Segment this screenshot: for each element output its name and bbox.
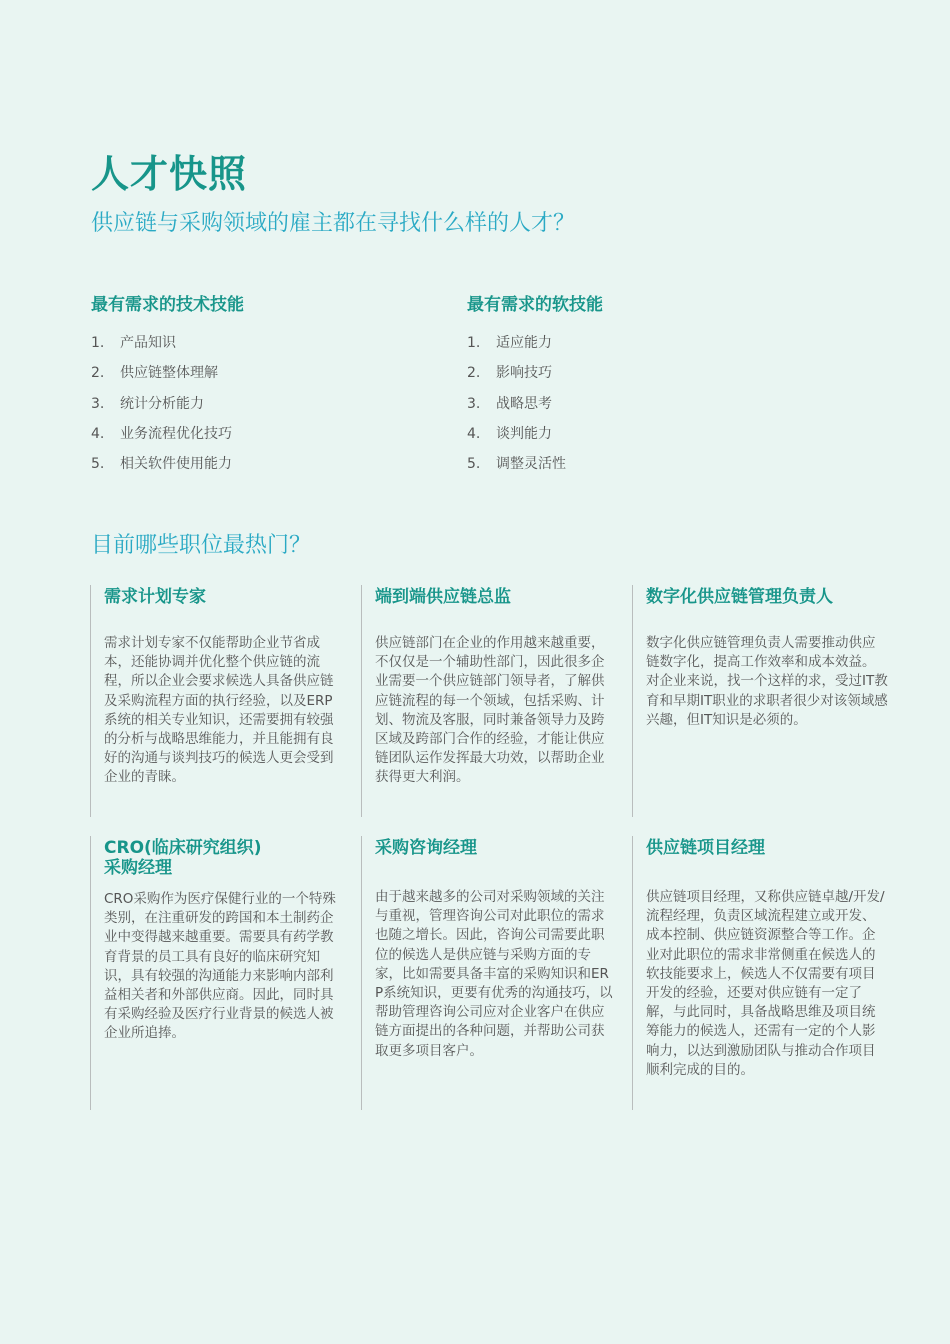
list-item xyxy=(467,454,807,484)
item-number: 4. xyxy=(467,425,481,442)
item-number: 3. xyxy=(467,395,481,412)
item-number: 3. xyxy=(91,395,105,412)
role-card-e2e-director xyxy=(361,585,617,817)
soft-skills-heading: 最有需求的软技能 xyxy=(467,295,603,315)
item-label: 战略思考 xyxy=(496,395,552,412)
soft-skills-section xyxy=(467,290,807,484)
list-item xyxy=(467,424,807,454)
list-item xyxy=(91,333,431,363)
role-description: 需求计划专家不仅能帮助企业节省成本，还能协调并优化整个供应链的流程，所以企业会要求候选人具备供应链及采购流程方面的执行经验，以及ERP系统的相关专业知识，还需要拥有较强的分析与战略思维能力，并且能拥有良好的沟通与谈判技巧的候选人更会受到企业的青睐。 xyxy=(104,635,334,786)
role-card-demand-planner xyxy=(90,585,346,817)
role-title: 端到端供应链总监 xyxy=(375,587,511,607)
role-description: 供应链项目经理，又称供应链卓越/开发/流程经理，负责区域流程建立或开发、成本控制、供应链资源整合等工作。企业对此职位的需求非常侧重在候选人的软技能要求上，候选人不仅需要有项目开发的经验，还要对供应链有一定了解，与此同时，具备战略思维及项目统筹能力的候选人，还需有一定的个人影响力，以达到激励团队与推动合作项目顺利完成的目的。 xyxy=(646,889,885,1078)
item-number: 4. xyxy=(91,425,105,442)
item-number: 5. xyxy=(467,456,481,473)
item-label: 影响技巧 xyxy=(496,365,552,382)
item-number: 2. xyxy=(467,365,481,382)
role-title: 数字化供应链管理负责人 xyxy=(646,587,833,607)
list-item xyxy=(91,394,431,424)
item-label: 业务流程优化技巧 xyxy=(120,425,232,442)
list-item xyxy=(91,454,431,484)
item-label: 产品知识 xyxy=(120,335,176,351)
item-label: 统计分析能力 xyxy=(120,395,204,412)
page-subtitle: 供应链与采购领域的雇主都在寻找什么样的人才？ xyxy=(91,211,576,236)
role-description: 供应链部门在企业的作用越来越重要，不仅仅是一个辅助性部门，因此很多企业需要一个供应链部门领导者，了解供应链流程的每一个领域，包括采购、计划、物流及客服，同时兼备领导力及跨区域及跨部门合作的经验，才能让供应链团队运作发挥最大功效，以帮助企业获得更大利润。 xyxy=(375,635,605,786)
list-item xyxy=(91,424,431,454)
role-card-digital-lead xyxy=(632,585,888,817)
role-description: 数字化供应链管理负责人需要推动供应链数字化，提高工作效率和成本效益。对企业来说，找一个这样的求，受过IT教育和早期IT职业的求职者很少对该领域感兴趣，但IT知识是必须的。 xyxy=(646,635,888,728)
role-title xyxy=(104,838,344,878)
hot-roles-heading: 目前哪些职位最热门？ xyxy=(91,533,312,558)
role-card-cro-procurement xyxy=(90,836,346,1110)
role-title: 采购咨询经理 xyxy=(375,838,477,858)
role-description: 由于越来越多的公司对采购领域的关注与重视，管理咨询公司对此职位的需求也随之增长。因此，咨询公司需要此职位的候选人是供应链与采购方面的专家，比如需要具备丰富的采购知识和ERP系统知识，更要有优秀的沟通技巧，以帮助管理咨询公司应对企业客户在供应链方面提出的各种问题，并帮助公司获取更多项目客户。 xyxy=(375,889,613,1059)
item-number: 1. xyxy=(467,335,481,351)
role-title: 供应链项目经理 xyxy=(646,838,765,858)
list-item xyxy=(467,394,807,424)
item-label: 供应链整体理解 xyxy=(120,365,218,382)
tech-skills-heading: 最有需求的技术技能 xyxy=(91,295,244,315)
role-card-procurement-consulting xyxy=(361,836,617,1110)
tech-skills-list xyxy=(91,333,431,484)
list-item xyxy=(467,363,807,393)
item-label: 相关软件使用能力 xyxy=(120,456,232,473)
item-number: 1. xyxy=(91,335,105,351)
role-description: CRO采购作为医疗保健行业的一个特殊类别，在注重研发的跨国和本土制药企业中变得越来越重要。需要具有药学教育背景的员工具有良好的临床研究知识，具有较强的沟通能力来影响内部利益相关者和外部供应商。因此，同时具有采购经验及医疗行业背景的候选人被企业所追捧。 xyxy=(104,891,336,1042)
item-label: 调整灵活性 xyxy=(496,456,566,473)
role-title-line-2: 采购经理 xyxy=(104,858,172,878)
role-card-scm-project-manager xyxy=(632,836,888,1110)
tech-skills-section xyxy=(91,290,431,484)
item-label: 适应能力 xyxy=(496,335,552,351)
list-item xyxy=(467,333,807,363)
soft-skills-list xyxy=(467,333,807,484)
page-title: 人才快照 xyxy=(91,152,248,196)
role-title: 需求计划专家 xyxy=(104,587,206,607)
role-title-line-1: CRO(临床研究组织) xyxy=(104,838,262,858)
item-number: 2. xyxy=(91,365,105,382)
item-number: 5. xyxy=(91,456,105,473)
item-label: 谈判能力 xyxy=(496,425,552,442)
list-item xyxy=(91,363,431,393)
